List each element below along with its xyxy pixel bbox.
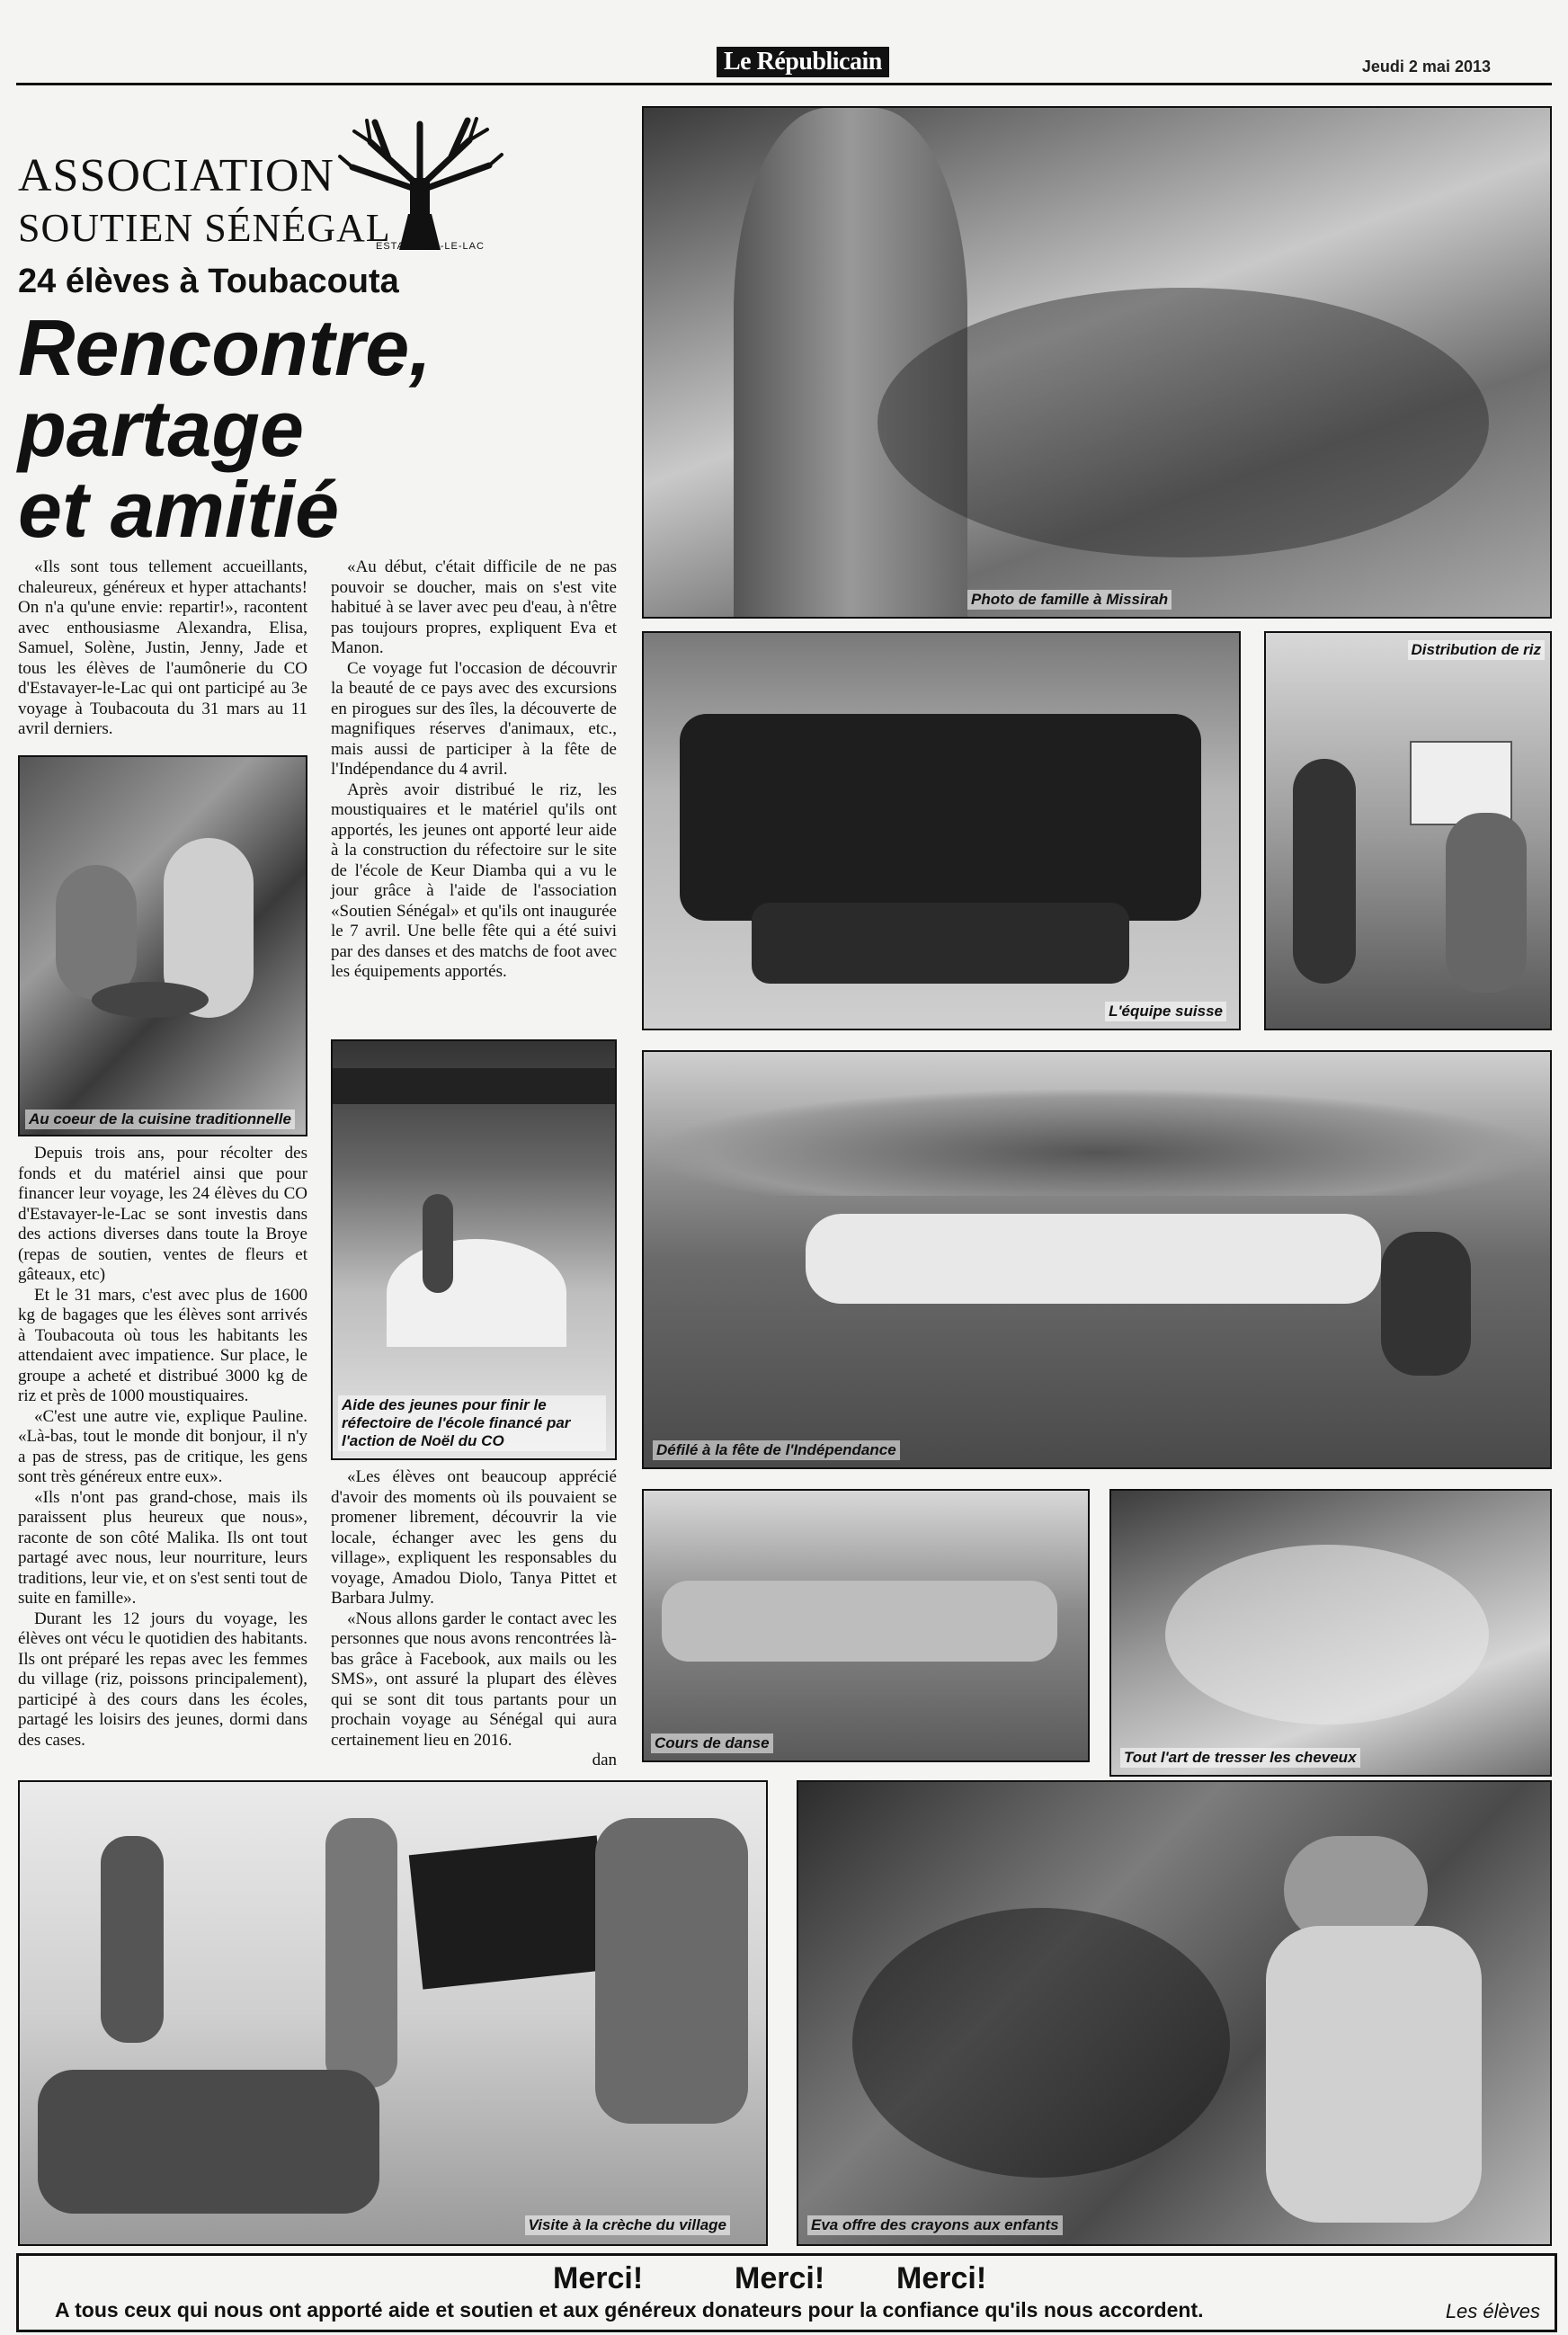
- article-lead: [18, 557, 307, 740]
- photo-riz: [1264, 631, 1552, 1030]
- merci-word: Merci!: [735, 2261, 825, 2295]
- photo-cheveux: [1109, 1489, 1552, 1777]
- photo-refectoire: [331, 1039, 617, 1460]
- author-signature: dan: [592, 1751, 617, 1769]
- logo-place: ESTAVAYER-LE-LAC: [376, 241, 485, 252]
- paragraph: Ce voyage fut l'occasion de découvrir la beauté de ce pays avec des excursions en pirogues sur des îles, la découverte de magnifiques réserves d'animaux, etc., mais aussi de participer à la fête de l'Indépendance du 4 avril.: [331, 658, 617, 779]
- photo-caption: Visite à la crèche du village: [525, 2215, 730, 2235]
- photo-caption: Photo de famille à Missirah: [967, 590, 1172, 610]
- photo-danse: [642, 1489, 1090, 1762]
- masthead: [0, 45, 1568, 85]
- headline-line: et amitié: [18, 465, 340, 554]
- thanks-box: [16, 2253, 1557, 2332]
- paragraph: Après avoir distribué le riz, les moustiquaires et le matériel qu'ils ont apportés, les jeunes ont apporté leur aide à la construction du réfectoire sur le site de l'école de Keur Diamba qui a vu le jour grâce à l'aide de l'association «Soutien Sénégal» et qu'ils ont inaugurée le 7 avril. Une belle fête qui a été suivi par des danses et des matchs de foot avec les équipements apportés.: [331, 780, 617, 981]
- paragraph: Depuis trois ans, pour récolter des fonds et du matériel ainsi que pour financer leur voyage, les 24 élèves du CO d'Estavayer-le-Lac se sont investis dans des actions diverses dans toute la Broye (repas de soutien, ventes de fleurs et gâteaux, etc): [18, 1144, 307, 1284]
- photo-creche: [18, 1780, 768, 2246]
- photo-famille: [642, 106, 1552, 619]
- paragraph: «Les élèves ont beaucoup apprécié d'avoir des moments où ils pouvaient se promener librement, découvrir la vie locale, échanger avec les gens du village», expliquent les responsables du voyage, Amadou Diolo, Tanya Pittet et Barbara Julmy.: [331, 1467, 617, 1608]
- photo-defile: [642, 1050, 1552, 1469]
- issue-date: Jeudi 2 mai 2013: [1361, 58, 1491, 76]
- association-name: ASSOCIATION: [18, 150, 334, 201]
- paragraph: «C'est une autre vie, explique Pauline. «Là-bas, tout le monde dit bonjour, il n'y a pas de stress, pas de critique, les gens sont très généreux entre eux».: [18, 1406, 307, 1486]
- article-kicker: 24 élèves à Toubacouta: [18, 263, 399, 300]
- baobab-tree-icon: [334, 115, 505, 252]
- photo-caption: Distribution de riz: [1408, 640, 1546, 660]
- headline-line: partage: [18, 384, 304, 473]
- photo-caption: Défilé à la fête de l'Indépendance: [653, 1440, 900, 1460]
- photo-caption: Eva offre des crayons aux enfants: [807, 2215, 1063, 2235]
- paragraph: «Nous allons garder le contact avec les personnes que nous avons rencontrées là-bas grâce à Facebook, aux mails ou les SMS», ont assuré la plupart des élèves qui se sont dit tous partants pour un prochain voyage au Sénégal qui aura certainement lieu en 2016.: [331, 1609, 617, 1750]
- merci-word: Merci!: [896, 2261, 987, 2295]
- photo-caption: Cours de danse: [651, 1733, 773, 1753]
- newspaper-logo: Le Républicain: [717, 47, 889, 77]
- association-subname: SOUTIEN SÉNÉGAL: [18, 206, 391, 250]
- article-headline: [18, 303, 629, 554]
- article-column-1: [18, 1144, 307, 1751]
- paragraph: Durant les 12 jours du voyage, les élèves ont vécu le quotidien des habitants. Ils ont préparé les repas avec les femmes du village (riz, poissons principalement), participé à des cours dans les écoles, partagé les loisirs des jeunes, dormi dans des cases.: [18, 1609, 307, 1750]
- paragraph: «Ils sont tous tellement accueillants, chaleureux, généreux et hyper attachants! On n'a qu'une envie: repartir!», racontent avec enthousiasme Alexandra, Elisa, Samuel, Solène, Justin, Jenny, Jade et tous les élèves de l'aumônerie du CO d'Estavayer-le-Lac qui ont participé au 3e voyage à Toubacouta du 31 mars au 11 avril derniers.: [18, 557, 307, 738]
- photo-cuisine: [18, 755, 307, 1136]
- photo-caption: L'équipe suisse: [1105, 1002, 1226, 1021]
- photo-crayons: [797, 1780, 1552, 2246]
- photo-equipe: [642, 631, 1241, 1030]
- merci-word: Merci!: [553, 2261, 644, 2295]
- article-column-2-bottom: [331, 1467, 617, 1771]
- headline-line: Rencontre,: [18, 303, 432, 392]
- thanks-text: A tous ceux qui nous ont apporté aide et soutien et aux généreux donateurs pour la confiance qu'ils nous accordent.: [55, 2298, 1204, 2322]
- paragraph: «Au début, c'était difficile de ne pas pouvoir se doucher, mais on s'est vite habitué à se laver avec peu d'eau, à n'être pas toujours propres, expliquent Eva et Manon.: [331, 557, 617, 657]
- masthead-rule: [16, 83, 1552, 85]
- paragraph: Et le 31 mars, c'est avec plus de 1600 kg de bagages que les élèves sont arrivés à Toubacouta où tous les habitants les attendaient avec impatience. Sur place, le groupe a acheté et distribué 3000 kg de riz et près de 1000 moustiquaires.: [18, 1285, 307, 1405]
- paragraph: «Ils n'ont pas grand-chose, mais ils paraissent plus heureux que nous», raconte de son côté Malika. Ils ont tout partagé avec nous, leur nourriture, leurs traditions, leur vie, et on s'est senti tout de suite en famille».: [18, 1487, 307, 1608]
- photo-caption: Au coeur de la cuisine traditionnelle: [25, 1110, 295, 1129]
- thanks-signature: Les élèves: [1445, 2300, 1540, 2322]
- photo-caption: Tout l'art de tresser les cheveux: [1120, 1748, 1360, 1768]
- article-column-2-top: [331, 557, 617, 983]
- photo-caption: Aide des jeunes pour finir le réfectoire de l'école financé par l'action de Noël du CO: [338, 1395, 606, 1451]
